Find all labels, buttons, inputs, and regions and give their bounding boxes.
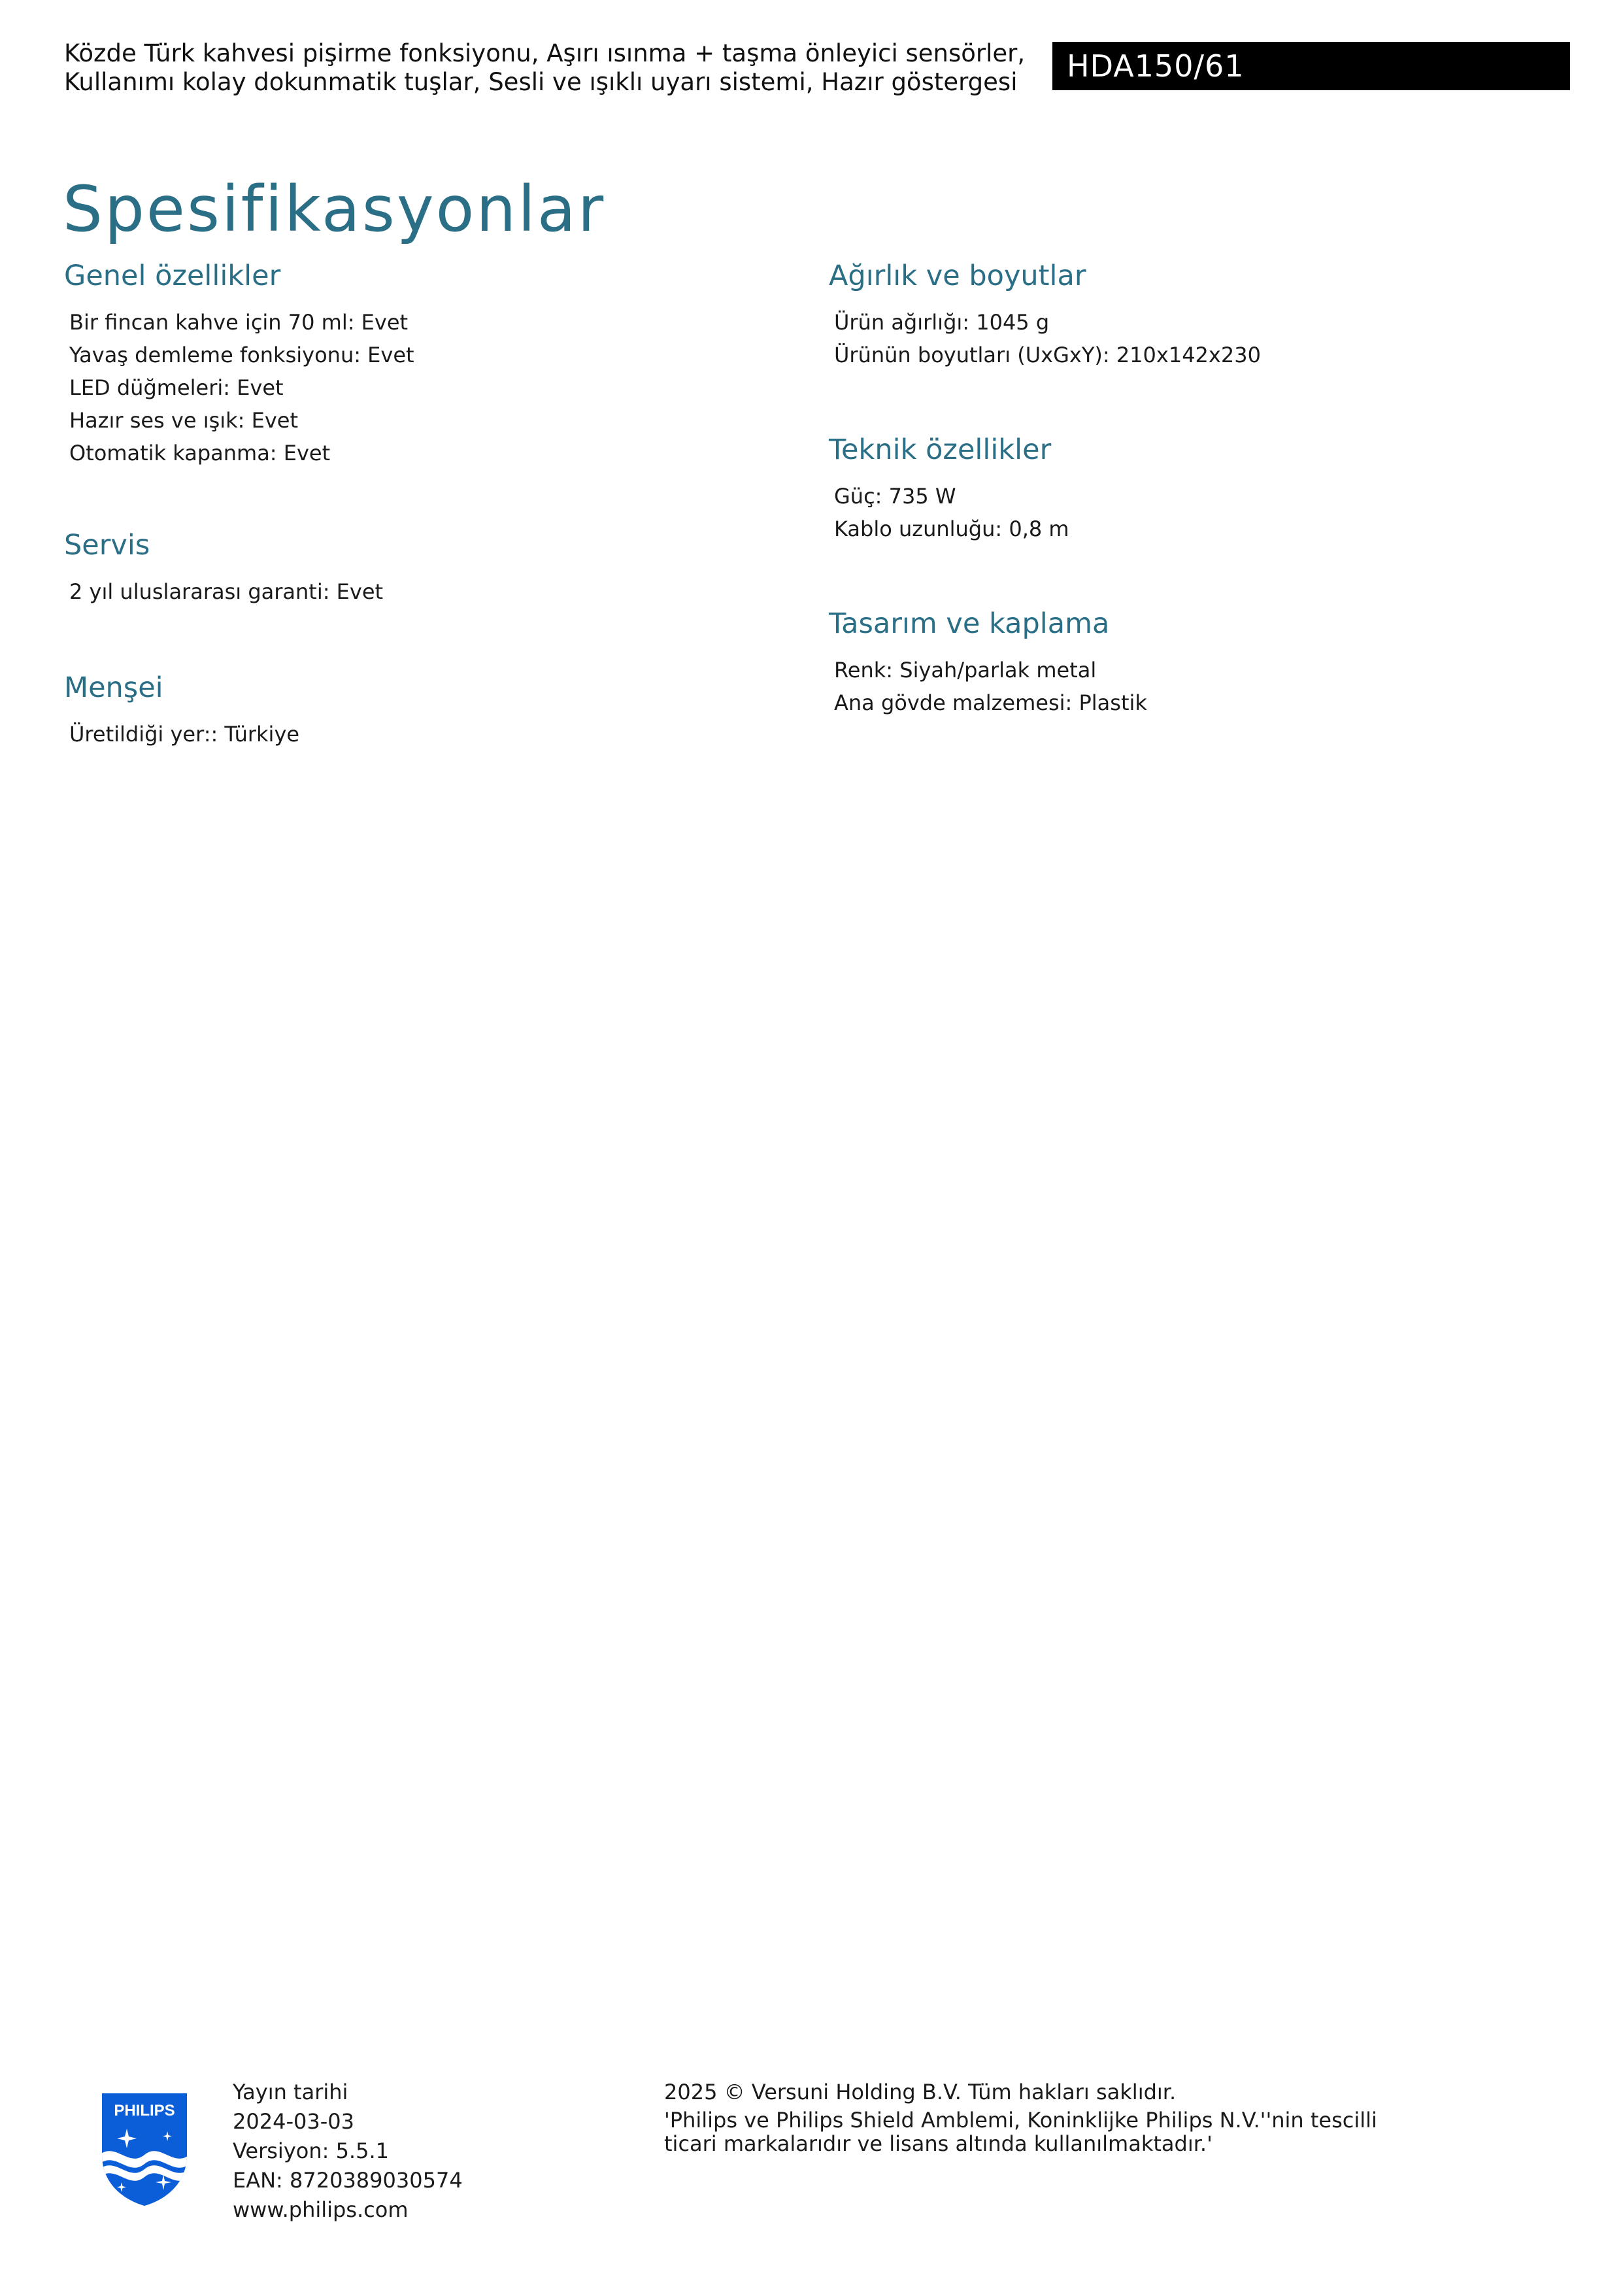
section-title: Teknik özellikler bbox=[829, 433, 1052, 466]
spec-item: LED düğmeleri: Evet bbox=[69, 375, 284, 400]
logo-wordmark: PHILIPS bbox=[114, 2102, 175, 2119]
spec-item: Bir fincan kahve için 70 ml: Evet bbox=[69, 310, 409, 335]
publication-date-label: Yayın tarihi bbox=[233, 2080, 348, 2104]
philips-shield-icon bbox=[99, 2091, 190, 2208]
spec-item: Kablo uzunluğu: 0,8 m bbox=[834, 516, 1069, 541]
model-number: HDA150/61 bbox=[1067, 48, 1245, 84]
section-weight-dimensions bbox=[829, 258, 1535, 371]
ean-code: EAN: 8720389030574 bbox=[233, 2168, 463, 2193]
section-service bbox=[64, 527, 770, 608]
product-description bbox=[64, 39, 1026, 97]
trademark-notice bbox=[664, 2108, 1383, 2155]
website: www.philips.com bbox=[233, 2197, 409, 2222]
page-title: Spesifikasyonlar bbox=[63, 173, 606, 246]
description-line: Kullanımı kolay dokunmatik tuşlar, Sesli ve ışıklı uyarı sistemi, Hazır göstergesi bbox=[64, 68, 1018, 96]
trademark-line: 'Philips ve Philips Shield Amblemi, Koninklijke Philips N.V.''nin tescilli bbox=[664, 2108, 1377, 2133]
version: Versiyon: 5.5.1 bbox=[233, 2138, 389, 2163]
spec-item: Renk: Siyah/parlak metal bbox=[834, 658, 1097, 683]
section-origin bbox=[64, 669, 770, 751]
spec-item: Ana gövde malzemesi: Plastik bbox=[834, 690, 1147, 715]
section-title: Genel özellikler bbox=[64, 260, 281, 292]
section-general-features bbox=[64, 258, 770, 469]
philips-logo bbox=[99, 2091, 190, 2208]
spec-item: Üretildiği yer:: Türkiye bbox=[69, 722, 300, 747]
legal-notice bbox=[664, 2078, 1383, 2155]
spec-item: Hazır ses ve ışık: Evet bbox=[69, 408, 299, 433]
section-title: Servis bbox=[64, 529, 150, 562]
section-title: Tasarım ve kaplama bbox=[829, 607, 1110, 640]
spec-item: Güç: 735 W bbox=[834, 484, 956, 509]
publication-info bbox=[233, 2078, 463, 2225]
spec-item: Otomatik kapanma: Evet bbox=[69, 441, 331, 465]
section-design-finish bbox=[829, 605, 1535, 719]
copyright: 2025 © Versuni Holding B.V. Tüm hakları saklıdır. bbox=[664, 2080, 1177, 2104]
section-title: Menşei bbox=[64, 671, 163, 704]
trademark-line: ticari markalarıdır ve lisans altında kullanılmaktadır.' bbox=[664, 2131, 1213, 2156]
spec-item: Ürünün boyutları (UxGxY): 210x142x230 bbox=[834, 343, 1261, 367]
publication-date: 2024-03-03 bbox=[233, 2109, 354, 2134]
section-title: Ağırlık ve boyutlar bbox=[829, 260, 1086, 292]
spec-item: Ürün ağırlığı: 1045 g bbox=[834, 310, 1050, 335]
spec-item: 2 yıl uluslararası garanti: Evet bbox=[69, 579, 384, 604]
model-number-box bbox=[1052, 42, 1570, 90]
section-technical bbox=[829, 431, 1535, 545]
spec-item: Yavaş demleme fonksiyonu: Evet bbox=[69, 343, 414, 367]
description-line: Közde Türk kahvesi pişirme fonksiyonu, Aşırı ısınma + taşma önleyici sensörler, bbox=[64, 39, 1026, 67]
